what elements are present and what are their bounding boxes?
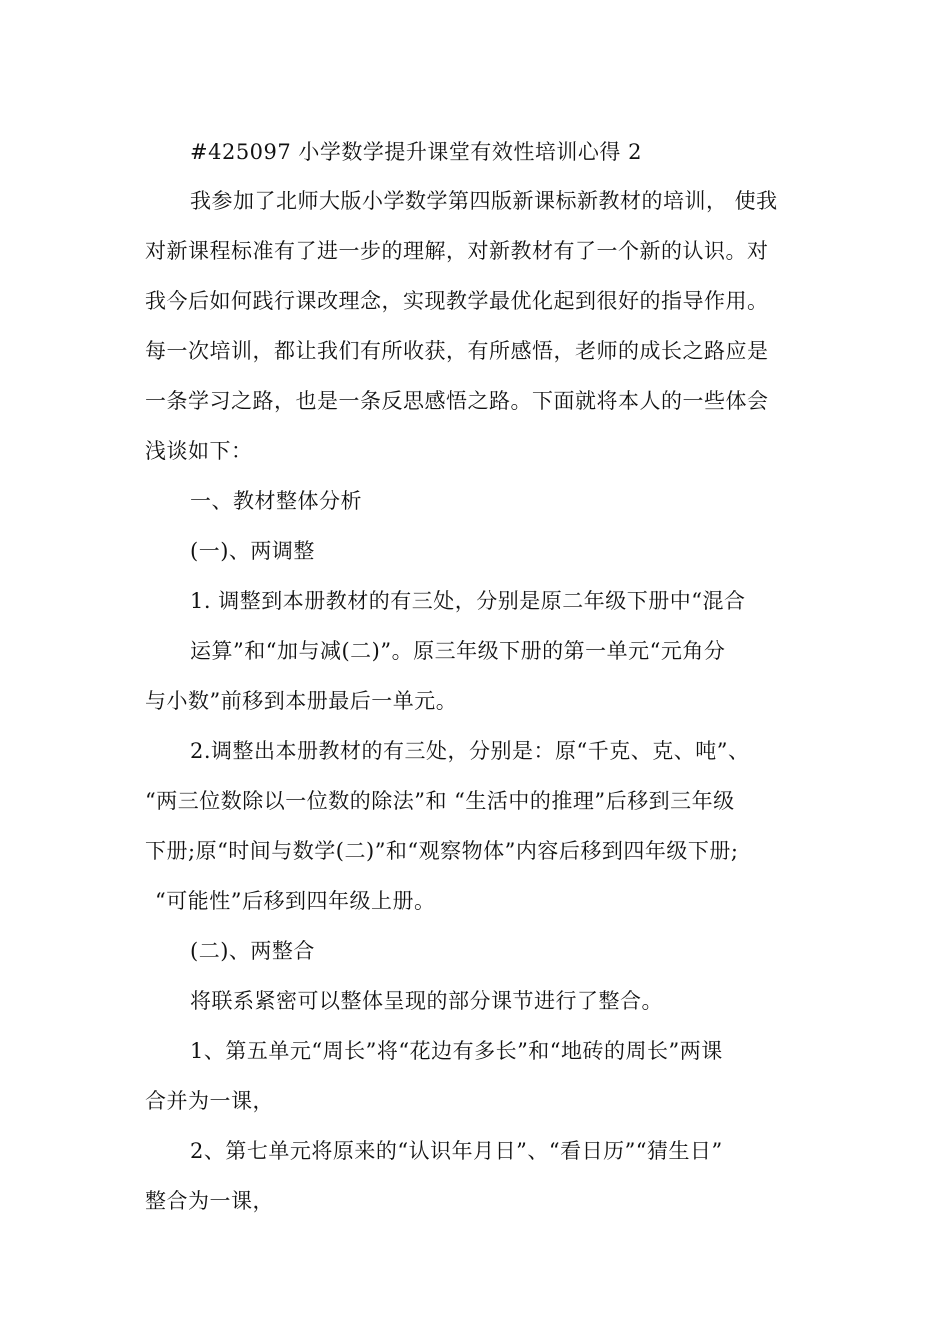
paragraph-line: 整合为一课， (145, 1189, 274, 1213)
paragraph-line: 1. 调整到本册教材的有三处，分别是原二年级下册中“混合 (190, 589, 746, 613)
paragraph-line: 运算”和“加与减(二)”。原三年级下册的第一单元“元角分 (190, 639, 726, 663)
section-heading: 一、教材整体分析 (190, 489, 362, 513)
paragraph-line: 下册;原“时间与数学(二)”和“观察物体”内容后移到四年级下册; (145, 839, 739, 863)
paragraph-line: 一条学习之路，也是一条反思感悟之路。下面就将本人的一些体会 (145, 389, 769, 413)
paragraph-line: “可能性”后移到四年级上册。 (155, 889, 436, 913)
paragraph-line: 浅谈如下： (145, 439, 253, 463)
subsection-heading: (二)、两整合 (190, 939, 315, 963)
paragraph-line: 合并为一课， (145, 1089, 274, 1113)
paragraph-line: 将联系紧密可以整体呈现的部分课节进行了整合。 (190, 989, 663, 1013)
paragraph-line: 我参加了北师大版小学数学第四版新课标新教材的培训， 使我 (190, 189, 778, 213)
paragraph-line: “两三位数除以一位数的除法”和 “生活中的推理”后移到三年级 (145, 789, 735, 813)
paragraph-line: 与小数”前移到本册最后一单元。 (145, 689, 458, 713)
paragraph-line: 我今后如何践行课改理念，实现教学最优化起到很好的指导作用。 (145, 289, 769, 313)
document-title: #425097 小学数学提升课堂有效性培训心得 2 (190, 140, 642, 164)
subsection-heading: (一)、两调整 (190, 539, 315, 563)
paragraph-line: 对新课程标准有了进一步的理解，对新教材有了一个新的认识。对 (145, 239, 769, 263)
paragraph-line: 1、第五单元“周长”将“花边有多长”和“地砖的周长”两课 (190, 1039, 723, 1063)
paragraph-line: 2、第七单元将原来的“认识年月日”、“看日历”“猜生日” (190, 1139, 723, 1163)
paragraph-line: 每一次培训，都让我们有所收获，有所感悟，老师的成长之路应是 (145, 339, 769, 363)
paragraph-line: 2.调整出本册教材的有三处，分别是：原“千克、克、吨”、 (190, 739, 750, 763)
